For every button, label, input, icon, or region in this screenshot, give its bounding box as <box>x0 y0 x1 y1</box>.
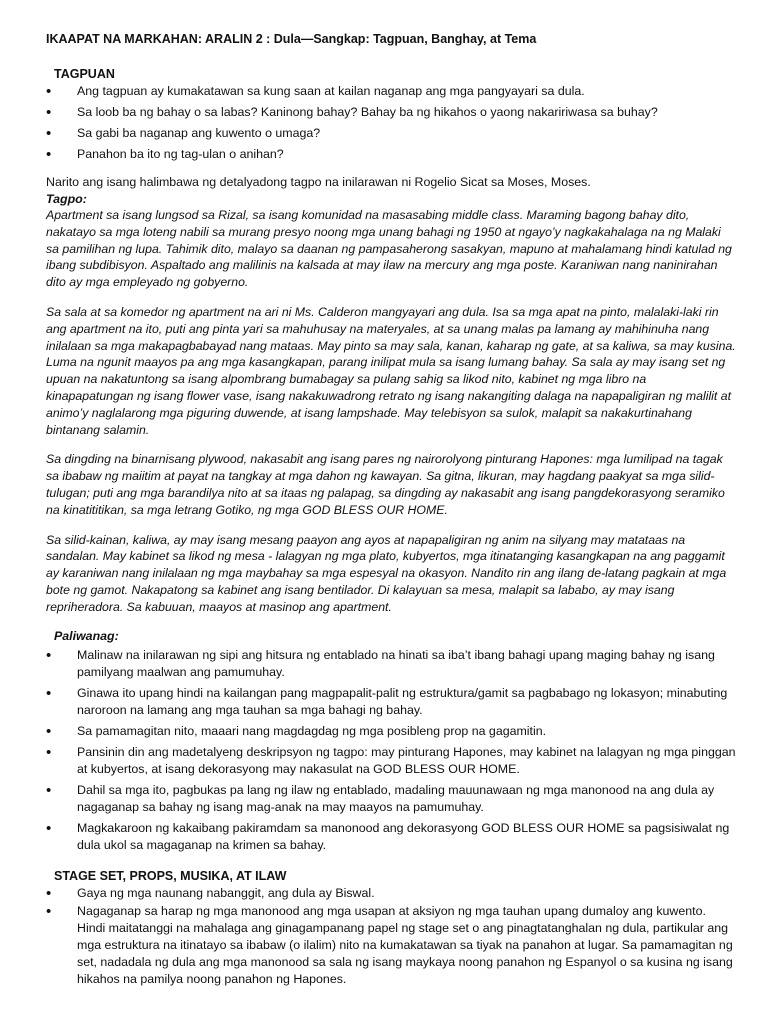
paliwanag-item: • Ginawa ito upang hindi na kailangan pang magpapalit-palit ng estruktura/gamit sa pagbabago ng lokasyon; minabuting naroroon na lamang ang mga tauhan sa mga bahagi ng bahay. <box>46 685 736 719</box>
tagpuan-item: • Sa gabi ba naganap ang kuwento o umaga? <box>46 125 736 142</box>
stage-item: • Gaya ng mga naunang nabanggit, ang dula ay Biswal. <box>46 885 736 902</box>
paliwanag-item: • Pansinin din ang madetalyeng deskripsyon ng tagpo: may pinturang Hapones, may kabinet na lalagyan ng mga pinggan at kubyertos, at isang dekorasyong may nakasulat na GOD BLESS OUR HOME. <box>46 744 736 778</box>
tagpo-paragraph: Sa silid-kainan, kaliwa, ay may isang mesang paayon ang ayos at napapaligiran ng anim na silyang may matataas na sandalan. May kabinet sa likod ng mesa - lalagyan ng mga plato, kubyertos, mga itinatanging kasangkapan na ang paggamit ay karaniwan nang inilalaan ng mga maybahay sa mga espesyal na okasyon. Nandito rin ang ilang de-latang pagkain at mga bote ng gamot. Nakapatong sa kabinet ang isang bentilador. Di kalayuan sa mesa, malapit sa lababo, ay may isang repriheradora. Sa kabuuan, maayos at masinop ang apartment. <box>46 532 727 614</box>
tagpo-label: Tagpo: <box>46 191 87 206</box>
tagpuan-heading: TAGPUAN <box>54 67 115 81</box>
paliwanag-item: • Dahil sa mga ito, pagbukas pa lang ng ilaw ng entablado, madaling mauunawaan ng mga manonood na ang dula ay nagaganap sa bahay ng isang mag-anak na may maayos na pamumuhay. <box>46 782 736 816</box>
paliwanag-list <box>46 647 736 854</box>
stage-heading: STAGE SET, PROPS, MUSIKA, AT ILAW <box>54 868 287 883</box>
tagpuan-item: • Panahon ba ito ng tag-ulan o anihan? <box>46 146 736 163</box>
paliwanag-item: • Sa pamamagitan nito, maaari nang magdagdag ng mga posibleng prop na gagamitin. <box>46 723 736 740</box>
stage-list <box>46 885 736 988</box>
tagpo-paragraph: Apartment sa isang lungsod sa Rizal, sa isang komunidad na masasabing middle class. Maraming bagong bahay dito, nakatayo sa mga loteng nabili sa murang presyo noong mga unang bahagi ng 1950 at ngayo’y nagkakahalaga na ng Malaki sa pamilihan ng lupa. Tahimik dito, malayo sa daanan ng pampasaherong sasakyan, mapuno at mahalamang hindi katulad ng ibang subdibisyon. Aspaltado ang malilinis na kalsada at may ilaw na mercury ang mga poste. Karaniwan nang naninirahan dito ay mga empleyado ng gobyerno. <box>46 208 732 290</box>
tagpuan-item: • Sa loob ba ng bahay o sa labas? Kaninong bahay? Bahay ba ng hikahos o yaong nakaririwasa sa buhay? <box>46 104 736 121</box>
paliwanag-item: • Magkakaroon ng kakaibang pakiramdam sa manonood ang dekorasyong GOD BLESS OUR HOME sa pagsisiwalat ng dula ukol sa magaganap na krimen sa bahay. <box>46 820 736 854</box>
paliwanag-item: • Malinaw na inilarawan ng sipi ang hitsura ng entablado na hinati sa iba’t ibang bahagi upang maging bahay ng isang pamilyang maalwan ang pamumuhay. <box>46 647 736 681</box>
intro-text: Narito ang isang halimbawa ng detalyadong tagpo na inilarawan ni Rogelio Sicat sa Moses, Moses. <box>46 175 591 189</box>
tagpuan-item: • Ang tagpuan ay kumakatawan sa kung saan at kailan naganap ang mga pangyayari sa dula. <box>46 83 736 100</box>
stage-item: • Nagaganap sa harap ng mga manonood ang mga usapan at aksiyon ng mga tauhan upang dumaloy ang kuwento. Hindi maitatanggi na mahalaga ang ginagampanang papel ng stage set o ang pinagtatanghalan ng dula, partikular ang mga estruktura na itinatayo sa ibabaw (o ilalim) nito na kumakatawan sa tiyak na panahon at lugar. Sa pamamagitan ng set, nadadala ng dula ang mga manonood sa sala ng isang maykaya noong panahon ng Espanyol o sa kusina ng isang hikahos na pamilya noong panahon ng Hapones. <box>46 903 736 988</box>
tagpo-paragraph: Sa dingding na binarnisang plywood, nakasabit ang isang pares ng nairorolyong pinturang Hapones: mga lumilipad na tagak sa ibabaw ng maiitim at payat na tangkay at mga dahon ng kawayan. Sa gitna, likuran, may hagdang paakyat sa mga silid-tulugan; puti ang mga barandilya nito at sa itaas ng palapag, sa dingding ay nakasabit ang isang pangdekorasyong seramiko na kinatititikan, sa mga letrang Gotiko, ng mga GOD BLESS OUR HOME. <box>46 452 725 517</box>
document-title: IKAAPAT NA MARKAHAN: ARALIN 2 : Dula—Sangkap: Tagpuan, Banghay, at Tema <box>46 32 537 46</box>
tagpuan-list <box>46 83 736 163</box>
paliwanag-label: Paliwanag: <box>54 628 119 643</box>
tagpo-paragraph: Sa sala at sa komedor ng apartment na ari ni Ms. Calderon mangyayari ang dula. Isa sa mga apat na pinto, malalaki-laki rin ang apartment na ito, puti ang pinta yari sa mahuhusay na materyales, at sa unang malas pa lamang ay mahihinuha nang inilalaan sa mga makapagbabayad nang mataas. May pinto sa may sala, kanan, kaharap ng gate, at sa kaliwa, sa may kusina. Luma na ngunit maayos pa ang mga kasangkapan, parang inilipat mula sa isang lumang bahay. Sa sala ay may isang set ng upuan na nakatuntong sa isang alpombrang bumabagay sa pulang sahig sa likod nito, kabinet ng mga libro na kinapapatungan ng isang flower vase, isang nakakuwadrong retrato ng isang nakangiting dalaga na napapaligiran ng malilit at animo’y naglalarong mga piguring duwende, at isang lampshade. May telebisyon sa sulok, malapit sa nakakurtinahang bintanang salamin. <box>46 304 736 437</box>
document-page <box>46 30 736 989</box>
